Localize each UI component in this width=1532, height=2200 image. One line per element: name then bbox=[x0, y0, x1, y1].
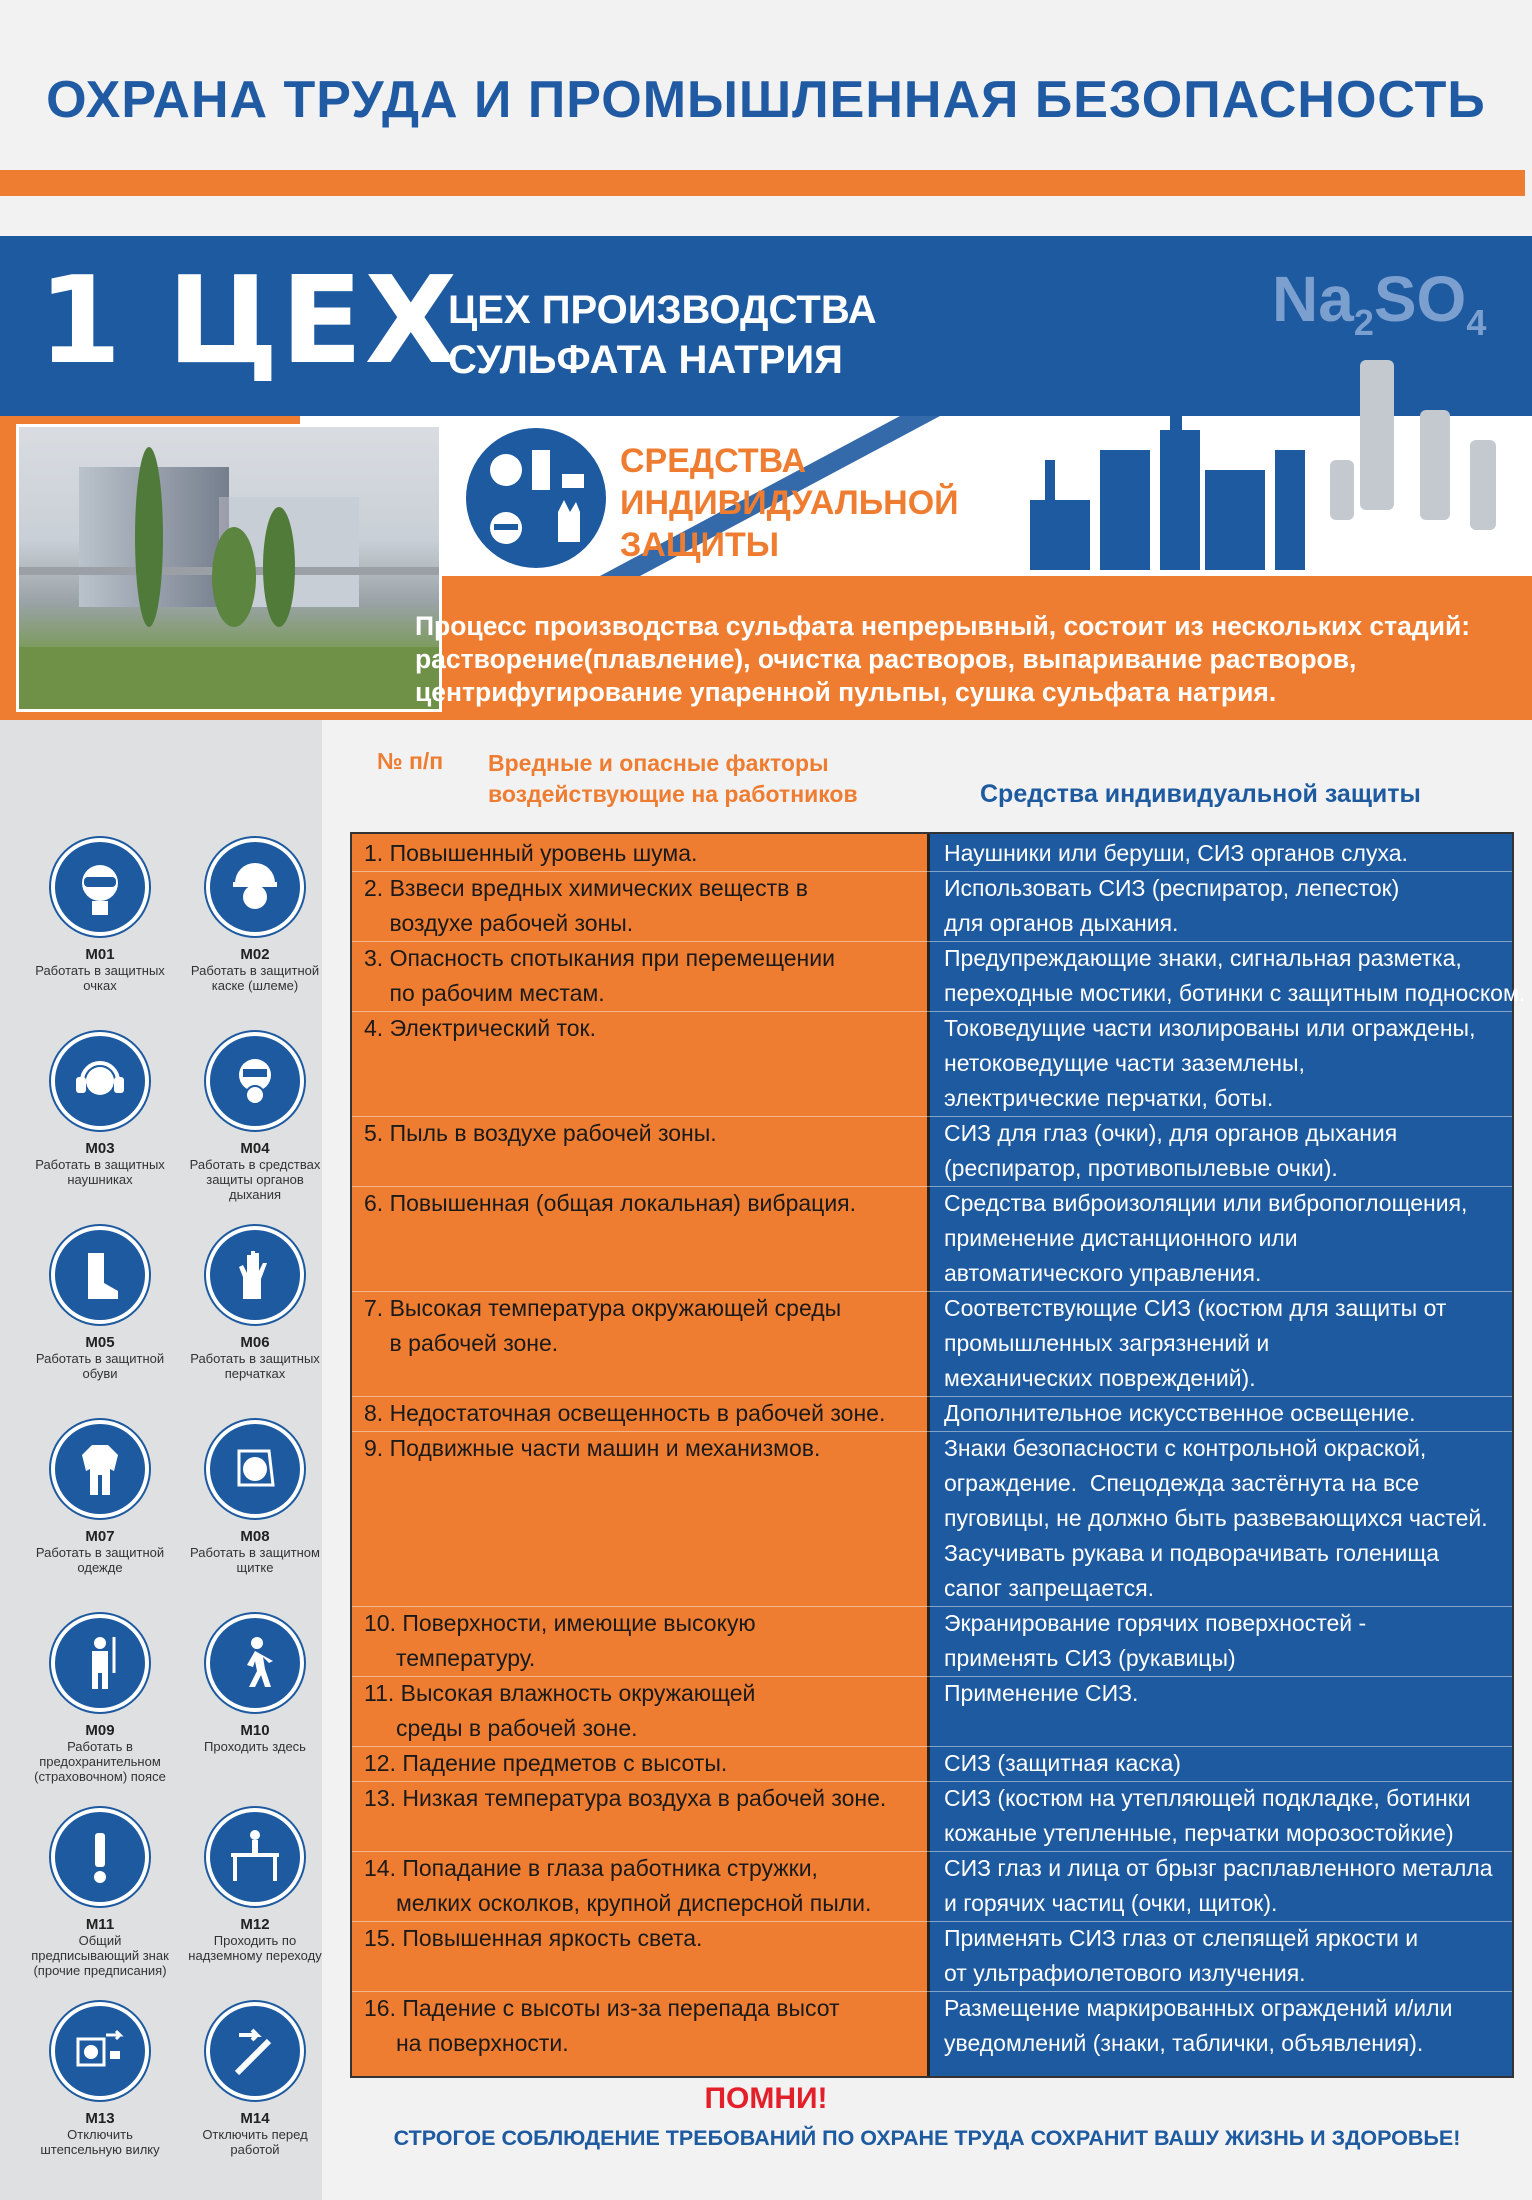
factory-skyline-icon bbox=[1020, 350, 1520, 570]
sign-caption: Работать в защитной каске (шлеме) bbox=[190, 963, 320, 993]
factor-line: 5. Пыль в воздухе рабочей зоны. bbox=[364, 1120, 717, 1146]
table-row bbox=[352, 871, 1512, 941]
table-row bbox=[352, 836, 1512, 871]
table-row bbox=[352, 1116, 1512, 1186]
workshop-number: 1 ЦЕХ bbox=[38, 252, 460, 391]
sign-m14 bbox=[180, 2002, 330, 2157]
table-row bbox=[352, 1011, 1512, 1116]
ppe-line: кожаные утепленные, перчатки морозостойкие) bbox=[944, 1820, 1454, 1846]
ppe-title-line1: СРЕДСТВА bbox=[620, 442, 807, 480]
ppe-line: Применять СИЗ глаз от слепящей яркости и bbox=[944, 1925, 1419, 1951]
ppe-line: СИЗ глаз и лица от брызг расплавленного металла bbox=[944, 1855, 1493, 1881]
sign-code: М10 bbox=[240, 1722, 270, 1739]
ppe-line: Дополнительное искусственное освещение. bbox=[944, 1400, 1416, 1426]
factor-cell bbox=[364, 1921, 924, 1956]
row-separator bbox=[352, 1116, 1512, 1117]
row-separator bbox=[352, 1431, 1512, 1432]
ppe-cell bbox=[944, 1186, 1512, 1291]
process-description bbox=[415, 610, 1525, 709]
factor-line: 15. Повышенная яркость света. bbox=[364, 1925, 703, 1951]
ppe-line: пуговицы, не должно быть развевающихся частей. bbox=[944, 1505, 1488, 1531]
walk-here-icon bbox=[206, 1614, 304, 1712]
sign-caption: Работать в защитной обуви bbox=[35, 1351, 165, 1381]
sign-code: М03 bbox=[85, 1140, 115, 1157]
sign-m03 bbox=[25, 1032, 175, 1187]
factor-line: воздухе рабочей зоны. bbox=[364, 910, 634, 936]
sign-caption: Работать в предохранительном (страховочном) поясе bbox=[34, 1739, 166, 1784]
factor-cell bbox=[364, 1851, 924, 1921]
formula-sub2: 2 bbox=[1353, 301, 1374, 343]
ppe-line: переходные мостики, ботинки с защитным подноском. bbox=[944, 980, 1526, 1006]
ppe-line: Засучивать рукава и подворачивать голенища bbox=[944, 1540, 1440, 1566]
sign-m10 bbox=[180, 1614, 330, 1754]
footer-slogan: СТРОГОЕ СОБЛЮДЕНИЕ ТРЕБОВАНИЙ ПО ОХРАНЕ ТРУДА СОХРАНИТ ВАШУ ЖИЗНЬ И ЗДОРОВЬЕ! bbox=[393, 2126, 1461, 2150]
factor-cell bbox=[364, 1291, 924, 1361]
row-separator bbox=[352, 1851, 1512, 1852]
ppe-line: применение дистанционного или bbox=[944, 1225, 1298, 1251]
factor-line: 2. Взвеси вредных химических веществ в bbox=[364, 875, 808, 901]
ppe-cell bbox=[944, 941, 1526, 1011]
ppe-line: Использовать СИЗ (респиратор, лепесток) bbox=[944, 875, 1400, 901]
ppe-cell bbox=[944, 1431, 1512, 1606]
row-separator bbox=[352, 1606, 1512, 1607]
ppe-line: (респиратор, противопылевые очки). bbox=[944, 1155, 1338, 1181]
ppe-line: и горячих частиц (очки, щиток). bbox=[944, 1890, 1278, 1916]
ppe-line: СИЗ (костюм на утепляющей подкладке, ботинки bbox=[944, 1785, 1471, 1811]
workshop-name bbox=[448, 285, 877, 385]
header-divider bbox=[0, 170, 1525, 196]
ppe-line: электрические перчатки, боты. bbox=[944, 1085, 1274, 1111]
sign-code: М01 bbox=[85, 946, 115, 963]
ppe-line: Предупреждающие знаки, сигнальная разметка, bbox=[944, 945, 1462, 971]
factor-line: среды в рабочей зоне. bbox=[364, 1715, 638, 1741]
ppe-line: от ультрафиолетового излучения. bbox=[944, 1960, 1306, 1986]
ppe-line: Экранирование горячих поверхностей - bbox=[944, 1610, 1367, 1636]
chemical-formula bbox=[1272, 262, 1486, 344]
ppe-line: Токоведущие части изолированы или ограждены, bbox=[944, 1015, 1476, 1041]
row-separator bbox=[352, 871, 1512, 872]
ppe-line: Соответствующие СИЗ (костюм для защиты от bbox=[944, 1295, 1447, 1321]
workshop-name-line1: ЦЕХ ПРОИЗВОДСТВА bbox=[448, 288, 877, 332]
ppe-line: применять СИЗ (рукавицы) bbox=[944, 1645, 1236, 1671]
ppe-title-line2: ИНДИВИДУАЛЬНОЙ bbox=[620, 484, 959, 522]
factor-line: мелких осколков, крупной дисперсной пыли. bbox=[364, 1890, 872, 1916]
ppe-cell bbox=[944, 836, 1512, 871]
factor-line: 7. Высокая температура окружающей среды bbox=[364, 1295, 842, 1321]
ppe-cell bbox=[944, 1676, 1512, 1711]
ppe-cell bbox=[944, 1011, 1512, 1116]
formula-so: SO bbox=[1373, 263, 1467, 335]
factor-cell bbox=[364, 1676, 924, 1746]
sign-code: М14 bbox=[240, 2110, 270, 2127]
sign-code: М02 bbox=[240, 946, 270, 963]
ppe-line: СИЗ для глаз (очки), для органов дыхания bbox=[944, 1120, 1398, 1146]
ppe-emblem-icon bbox=[466, 428, 606, 568]
factory-photo-illustration bbox=[19, 427, 439, 709]
sign-code: М09 bbox=[85, 1722, 115, 1739]
sign-caption: Работать в защитных очках bbox=[35, 963, 165, 993]
row-separator bbox=[352, 1011, 1512, 1012]
page-title: ОХРАНА ТРУДА И ПРОМЫШЛЕННАЯ БЕЗОПАСНОСТЬ bbox=[46, 71, 1486, 129]
ppe-cell bbox=[944, 1851, 1512, 1921]
factor-cell bbox=[364, 1431, 924, 1466]
column-factors-header bbox=[488, 748, 858, 810]
ppe-cell bbox=[944, 1746, 1512, 1781]
sign-caption: Отключить штепсельную вилку bbox=[40, 2127, 160, 2157]
ppe-line: СИЗ (защитная каска) bbox=[944, 1750, 1181, 1776]
row-separator bbox=[352, 941, 1512, 942]
row-separator bbox=[352, 1291, 1512, 1292]
table-row bbox=[352, 1291, 1512, 1396]
ppe-line: ограждение. Спецодежда застёгнута на все bbox=[944, 1470, 1420, 1496]
table-row bbox=[352, 1781, 1512, 1851]
factor-line: температуру. bbox=[364, 1645, 536, 1671]
factor-line: 6. Повышенная (общая локальная) вибрация. bbox=[364, 1190, 857, 1216]
sign-caption: Работать в защитных наушниках bbox=[35, 1157, 165, 1187]
process-line2: растворение(плавление), очистка растворов, выпаривание растворов, bbox=[415, 644, 1357, 674]
sign-caption: Работать в средствах защиты органов дыхания bbox=[189, 1157, 321, 1202]
factors-header-line1: Вредные и опасные факторы bbox=[488, 750, 829, 776]
factor-line: 1. Повышенный уровень шума. bbox=[364, 840, 698, 866]
factor-line: на поверхности. bbox=[364, 2030, 569, 2056]
row-separator bbox=[352, 1781, 1512, 1782]
sign-code: М11 bbox=[85, 1916, 115, 1933]
overpass-icon bbox=[206, 1808, 304, 1906]
sign-m12 bbox=[180, 1808, 330, 1963]
ppe-cell bbox=[944, 1991, 1512, 2061]
respirator-icon bbox=[206, 1032, 304, 1130]
factor-cell bbox=[364, 1991, 924, 2061]
ppe-line: Средства виброизоляции или вибропоглощения, bbox=[944, 1190, 1468, 1216]
ppe-title-line3: ЗАЩИТЫ bbox=[620, 526, 779, 564]
gloves-icon bbox=[206, 1226, 304, 1324]
boot-icon bbox=[51, 1226, 149, 1324]
ppe-line: автоматического управления. bbox=[944, 1260, 1262, 1286]
sign-code: М12 bbox=[240, 1916, 270, 1933]
factor-cell bbox=[364, 1746, 924, 1781]
table-row bbox=[352, 1676, 1512, 1746]
ppe-line: нетоковедущие части заземлены, bbox=[944, 1050, 1305, 1076]
factors-header-line2: воздействующие на работников bbox=[488, 781, 858, 807]
factory-photo bbox=[16, 424, 442, 712]
table-row bbox=[352, 1431, 1512, 1606]
sign-code: М08 bbox=[240, 1528, 270, 1545]
factor-line: 16. Падение с высоты из-за перепада высот bbox=[364, 1995, 840, 2021]
factor-line: 10. Поверхности, имеющие высокую bbox=[364, 1610, 756, 1636]
ppe-line: для органов дыхания. bbox=[944, 910, 1179, 936]
face-shield-icon bbox=[206, 1420, 304, 1518]
sign-caption: Работать в защитном щитке bbox=[190, 1545, 320, 1575]
formula-na: Na bbox=[1272, 263, 1354, 335]
factor-line: 11. Высокая влажность окружающей bbox=[364, 1680, 756, 1706]
factor-line: 4. Электрический ток. bbox=[364, 1015, 596, 1041]
goggles-icon bbox=[51, 838, 149, 936]
ppe-line: уведомлений (знаки, таблички, объявления). bbox=[944, 2030, 1424, 2056]
ppe-cell bbox=[944, 1606, 1512, 1676]
ppe-line: Применение СИЗ. bbox=[944, 1680, 1139, 1706]
ppe-title bbox=[620, 440, 959, 566]
sign-code: М13 bbox=[85, 2110, 115, 2127]
ppe-cell bbox=[944, 1291, 1512, 1396]
factor-cell bbox=[364, 1116, 924, 1151]
sign-m02 bbox=[180, 838, 330, 993]
sign-code: М05 bbox=[85, 1334, 115, 1351]
ppe-cell bbox=[944, 1116, 1512, 1186]
ppe-cell bbox=[944, 871, 1512, 941]
helmet-icon bbox=[206, 838, 304, 936]
factor-line: в рабочей зоне. bbox=[364, 1330, 559, 1356]
protective-suit-icon bbox=[51, 1420, 149, 1518]
ppe-line: механических повреждений). bbox=[944, 1365, 1256, 1391]
formula-sub4: 4 bbox=[1466, 301, 1487, 343]
sign-caption: Отключить перед работой bbox=[202, 2127, 308, 2157]
factor-line: 9. Подвижные части машин и механизмов. bbox=[364, 1435, 821, 1461]
factor-cell bbox=[364, 1781, 924, 1816]
process-line3: центрифугирование упаренной пульпы, сушка сульфата натрия. bbox=[415, 677, 1277, 707]
sign-m05 bbox=[25, 1226, 175, 1381]
remember-heading: ПОМНИ! bbox=[704, 2082, 828, 2115]
sign-caption: Общий предписывающий знак (прочие предписания) bbox=[31, 1933, 169, 1978]
ear-protection-icon bbox=[51, 1032, 149, 1130]
workshop-name-line2: СУЛЬФАТА НАТРИЯ bbox=[448, 338, 843, 382]
column-number-header: № п/п bbox=[377, 748, 444, 774]
sign-m06 bbox=[180, 1226, 330, 1381]
factor-line: 13. Низкая температура воздуха в рабочей зоне. bbox=[364, 1785, 887, 1811]
ppe-line: Знаки безопасности с контрольной окраской, bbox=[944, 1435, 1427, 1461]
factor-line: по рабочим местам. bbox=[364, 980, 605, 1006]
sign-m07 bbox=[25, 1420, 175, 1575]
row-separator bbox=[352, 1186, 1512, 1187]
hazards-table bbox=[350, 832, 1526, 2078]
factor-cell bbox=[364, 1396, 924, 1431]
sign-m01 bbox=[25, 838, 175, 993]
table-row bbox=[352, 1396, 1512, 1431]
sign-m13 bbox=[25, 2002, 175, 2157]
sign-m11 bbox=[25, 1808, 175, 1978]
sign-m08 bbox=[180, 1420, 330, 1575]
sign-code: М07 bbox=[85, 1528, 115, 1545]
sign-m09 bbox=[25, 1614, 175, 1784]
sign-m04 bbox=[180, 1032, 330, 1202]
sign-code: М04 bbox=[240, 1140, 270, 1157]
ppe-cell bbox=[944, 1921, 1512, 1991]
row-separator bbox=[352, 1921, 1512, 1922]
factor-cell bbox=[364, 1606, 924, 1676]
ppe-cell bbox=[944, 1781, 1512, 1851]
factor-line: 12. Падение предметов с высоты. bbox=[364, 1750, 728, 1776]
table-row bbox=[352, 1991, 1512, 2061]
safety-harness-icon bbox=[51, 1614, 149, 1712]
ppe-line: Наушники или беруши, СИЗ органов слуха. bbox=[944, 840, 1408, 866]
factor-cell bbox=[364, 871, 924, 941]
factor-line: 3. Опасность спотыкания при перемещении bbox=[364, 945, 835, 971]
table-rows bbox=[352, 834, 1526, 2076]
table-row bbox=[352, 1851, 1512, 1921]
sign-caption: Проходить по надземному переходу bbox=[188, 1933, 322, 1963]
process-line1: Процесс производства сульфата непрерывный, состоит из нескольких стадий: bbox=[415, 611, 1471, 641]
row-separator bbox=[352, 1396, 1512, 1397]
row-separator bbox=[352, 1746, 1512, 1747]
factor-line: 8. Недостаточная освещенность в рабочей зоне. bbox=[364, 1400, 886, 1426]
table-row bbox=[352, 941, 1526, 1011]
column-ppe-header: Средства индивидуальной защиты bbox=[980, 780, 1421, 808]
table-row bbox=[352, 1606, 1512, 1676]
factor-cell bbox=[364, 1011, 924, 1046]
table-row bbox=[352, 1186, 1512, 1291]
row-separator bbox=[352, 1676, 1512, 1677]
ppe-line: Размещение маркированных ограждений и/или bbox=[944, 1995, 1453, 2021]
sign-code: М06 bbox=[240, 1334, 270, 1351]
exclamation-icon bbox=[51, 1808, 149, 1906]
sign-caption: Работать в защитной одежде bbox=[35, 1545, 165, 1575]
table-row bbox=[352, 1921, 1512, 1991]
ppe-line: сапог запрещается. bbox=[944, 1575, 1155, 1601]
factor-cell bbox=[364, 1186, 924, 1221]
row-separator bbox=[352, 1991, 1512, 1992]
factor-line: 14. Попадание в глаза работника стружки, bbox=[364, 1855, 818, 1881]
factor-cell bbox=[364, 836, 924, 871]
ppe-line: промышленных загрязнений и bbox=[944, 1330, 1270, 1356]
factor-cell bbox=[364, 941, 924, 1011]
ppe-cell bbox=[944, 1396, 1512, 1431]
sign-caption: Работать в защитных перчатках bbox=[190, 1351, 320, 1381]
sign-caption: Проходить здесь bbox=[204, 1739, 306, 1754]
table-row bbox=[352, 1746, 1512, 1781]
